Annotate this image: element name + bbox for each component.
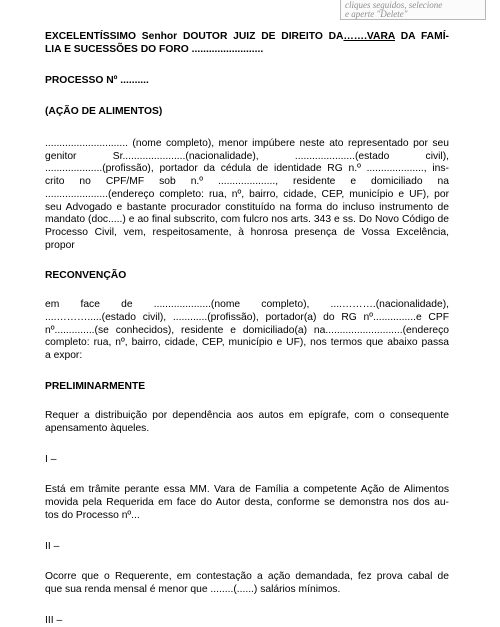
text-line: seu Advogado e bastante procurador constituído na forma do incluso instrumento de xyxy=(45,201,449,213)
text-line: Processo Civil, vem, respeitosamente, à honrosa presença de Vossa Excelência, xyxy=(45,226,449,238)
court-header xyxy=(45,30,449,56)
court-header-line xyxy=(45,30,449,43)
text-line: propor xyxy=(45,239,75,251)
preliminarmente-paragraph xyxy=(45,410,449,435)
court-header-vara: …….VARA xyxy=(343,31,395,42)
intro-paragraph xyxy=(45,138,449,252)
reconvencao-title: RECONVENÇÃO xyxy=(45,270,127,282)
text-line: nº..............(se conhecidos), residente e domiciliado(a) na...........................(endereço xyxy=(45,324,449,336)
text-line: ....................(profissão), portador da cédula de identidade RG n.º ...................., ins- xyxy=(45,163,449,175)
tooltip-line: e aperte "Delete" xyxy=(345,8,408,19)
instruction-tooltip xyxy=(340,0,486,20)
text-line: Requer a distribuição por dependência aos autos em epígrafe, com o consequente xyxy=(45,409,449,421)
text-line: movida pela Requerida em face do Autor desta, conforme se demonstra nos dos au- xyxy=(45,496,449,508)
text-line: mandato (doc.....) e ao final subscrito, com fulcro nos arts. 343 e ss. Do Novo Código de xyxy=(45,214,449,226)
court-header-text: DA FAMÍ- xyxy=(394,31,449,42)
tooltip-line: cliques seguidos, selecione xyxy=(345,0,443,10)
text-line: em face de ....................(nome completo), ....……….(nacionalidade), xyxy=(45,299,449,311)
text-line: ............................. (nome completo), menor impúbere neste ato representado por seu xyxy=(45,138,449,149)
item-label: II – xyxy=(45,541,60,553)
item-label: I – xyxy=(45,454,57,466)
text-line: que sua renda mensal é menor que ........(......) salários mínimos. xyxy=(45,584,341,596)
text-line: Está em trâmite perante essa MM. Vara de Família a competente Ação de Alimentos xyxy=(45,484,449,496)
text-line: genitor Sr......................(nacionalidade), .....................(estado civil), xyxy=(45,150,449,162)
item-label: III – xyxy=(45,614,63,626)
item-paragraph xyxy=(45,571,449,596)
action-title: (AÇÃO DE ALIMENTOS) xyxy=(45,106,163,117)
text-line: apensamento àqueles. xyxy=(45,422,150,434)
legal-document xyxy=(45,30,449,627)
item-paragraph xyxy=(45,484,449,522)
text-line: Ocorre que o Requerente, em contestação a ação demandada, fez prova cabal de xyxy=(45,571,449,583)
text-line: tos do Processo nº... xyxy=(45,509,140,521)
preliminarmente-title: PRELIMINARMENTE xyxy=(45,380,146,392)
text-line: a expor: xyxy=(45,350,83,362)
court-header-line: LIA E SUCESSÕES DO FORO ......................... xyxy=(45,44,264,55)
reconvencao-paragraph xyxy=(45,299,449,363)
text-line: completo: rua, nº, bairro, cidade, CEP, município e UF), nos termos que abaixo passa xyxy=(45,337,449,349)
text-line: ......................(endereço completo: rua, nº, bairro, cidade, CEP, município e UF), por xyxy=(45,188,449,200)
text-line: ....……….....(estado civil), ............(profissão), portador(a) do RG nº...............e CPF xyxy=(45,312,449,324)
court-header-text: EXCELENTÍSSIMO Senhor DOUTOR JUIZ DE DIREITO DA xyxy=(45,31,344,42)
text-line: crito no CPF/MF sob n.º ...................., residente e domiciliado na xyxy=(45,176,449,188)
process-number: PROCESSO Nº .......... xyxy=(45,75,149,86)
